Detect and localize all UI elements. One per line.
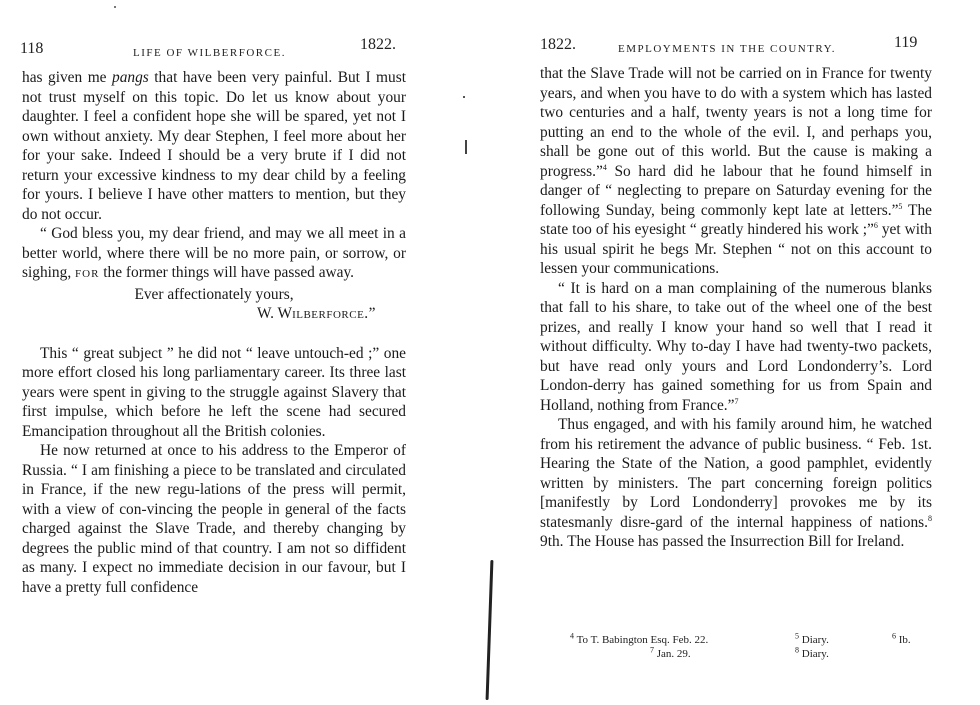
text-run: The state too of his eyesight “ greatly hindered his work ;” bbox=[540, 201, 932, 238]
footnote-8: $^8$ Diary. bbox=[795, 645, 829, 660]
footnote-ref: 5 bbox=[898, 201, 903, 211]
text-run: So hard did he labour that he found himself in danger of “ neglecting to prepare on Saturday evening for the following Sunday, being commonly kept late at letters.” bbox=[540, 162, 932, 219]
right-page-number: 119 bbox=[894, 34, 918, 51]
paragraph bbox=[22, 224, 406, 285]
text-run: 9th. The House has passed the Insurrection Bill for Ireland. bbox=[540, 533, 905, 550]
footnote-5: $^5$ Diary. bbox=[795, 631, 829, 646]
text-run: the former things will have passed away. bbox=[99, 264, 355, 281]
letter-closing: Ever affectionately yours, bbox=[134, 285, 294, 303]
right-running-title: EMPLOYMENTS IN THE COUNTRY. bbox=[618, 43, 836, 55]
letter-signature: W. Wilberforce.” bbox=[257, 305, 376, 322]
left-body bbox=[22, 68, 406, 597]
right-page bbox=[510, 0, 980, 705]
footnote-6: $^6$ Ib. bbox=[892, 631, 911, 646]
left-year: 1822. bbox=[360, 36, 396, 53]
text-run: yet with his usual spirit he begs Mr. Stephen “ not on this account to lessen your communications. bbox=[540, 221, 932, 277]
left-running-title: LIFE OF WILBERFORCE. bbox=[133, 47, 286, 59]
left-page-number: 118 bbox=[20, 40, 44, 57]
paragraph bbox=[540, 415, 932, 552]
footnote-ref: 6 bbox=[873, 220, 878, 230]
text-run: FOR bbox=[75, 268, 100, 280]
footnote-ref: 8 bbox=[928, 513, 932, 523]
binding-shadow bbox=[486, 560, 494, 700]
text-run: that the Slave Trade will not be carried on in France for twenty years, and when you have to do with a system which has lasted two centuries and a half, twenty years is not a long time for putting an end to the whole of the evil. I, and perhaps you, shall be gone out of this world. But the cause is making a progress.” bbox=[540, 65, 932, 180]
text-run: “ It is hard on a man complaining of the numerous blanks that fall to his share, to take out of the wheel one of the best prizes, and really I know your hand so well that I read it without difficulty. Why to-day I have had twenty-two packets, but have read only yours and Lord Londonderry’s. Lord London-derry has gained something for us from Spain and Holland, nothing from France.” bbox=[540, 279, 932, 414]
paragraph: He now returned at once to his address to the Emperor of Russia. “ I am finishing a piece to be translated and circulated in France, if the new regu-lations of the press will permit, with a view of con-vincing the people in general of the facts charged against the Slave Trade, and thereby changing by degrees the public mind of that country. I am not so diffident as many. I expect no immediate decision in our favour, but I have a pretty full confidence bbox=[22, 442, 406, 596]
text-run: Thus engaged, and with his family around him, he watched from his retirement the advance of public business. “ Feb. 1st. Hearing the State of the Nation, a good pamphlet, evidently written by ministers. The part concerning foreign politics [manifestly by Lord Londonderry] provokes me by its statesmanly disre-gard of the internal happiness of nations. bbox=[540, 416, 932, 531]
right-year: 1822. bbox=[540, 36, 576, 53]
footnote-4: $^4$ To T. Babington Esq. Feb. 22. bbox=[570, 631, 709, 646]
paragraph bbox=[540, 64, 932, 279]
footnote-7: $^7$ Jan. 29. bbox=[650, 645, 691, 660]
text-run: has given me bbox=[22, 69, 112, 86]
paragraph bbox=[22, 68, 406, 224]
footnote-ref: 7 bbox=[734, 396, 739, 406]
footnote-ref: 4 bbox=[602, 162, 607, 172]
paragraph: This “ great subject ” he did not “ leave untouch-ed ;” one more effort closed his long parliamentary career. Its three last years were spent in giving to the struggle against Slavery that first impulse, which before he left the scene had secured Emancipation throughout all the British colonies. bbox=[22, 344, 406, 440]
left-page bbox=[0, 0, 470, 705]
paragraph bbox=[540, 279, 932, 416]
right-body bbox=[540, 64, 932, 552]
text-run: pangs bbox=[112, 69, 149, 86]
text-run: that have been very painful. But I must not trust myself on this topic. Do let us know about your daughter. I feel a confident hope she will be spared, yet not I own without anxiety. My dear Stephen, I feel more about her for your sake. Indeed I should be a very brute if I did not return your excessive kindness to my dear child by a feeling for yours. I believe I have other matters to mention, but they do not occur. bbox=[22, 69, 406, 223]
text-run: “ God bless you, my dear friend, and may we all meet in a better world, where there will be no more pain, or sorrow, or sighing, bbox=[22, 225, 406, 281]
